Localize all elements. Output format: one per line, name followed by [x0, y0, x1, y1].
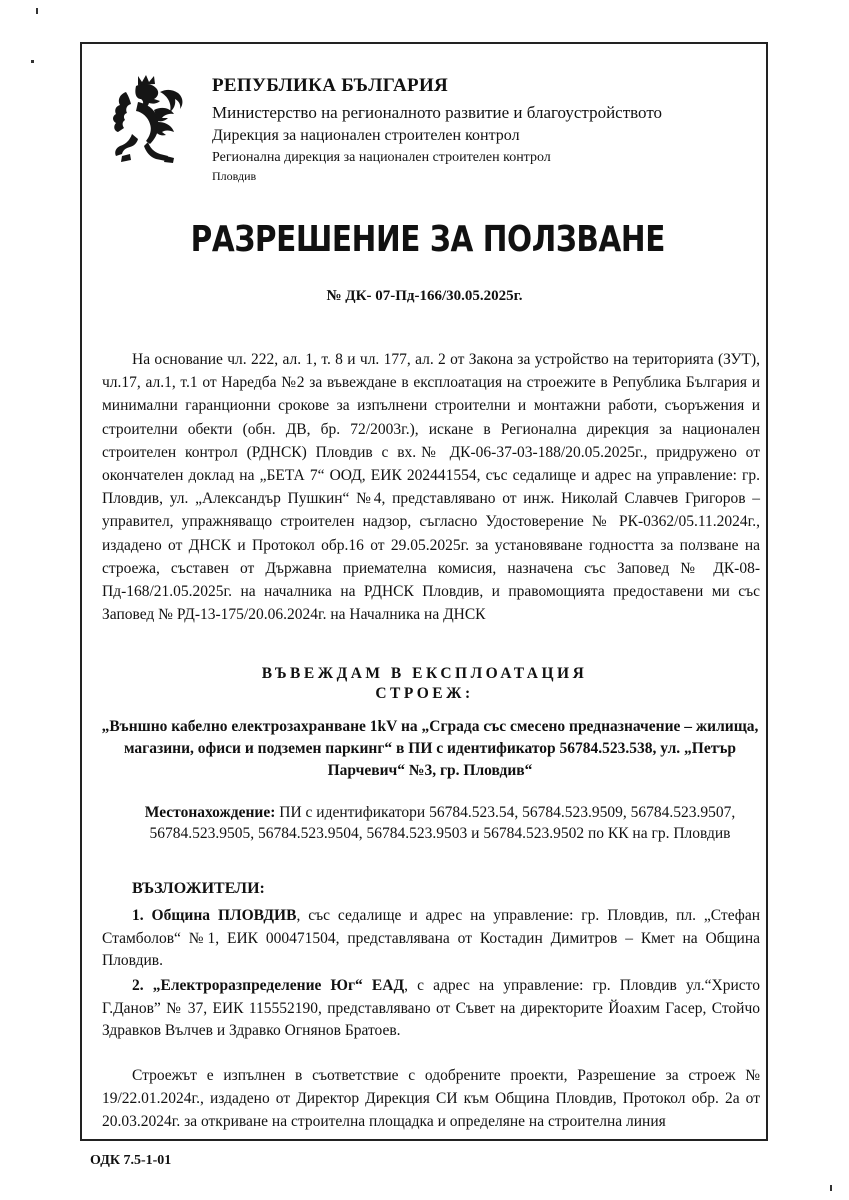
lion-emblem-icon — [108, 72, 188, 164]
assignor-details: , с адрес на управление: гр. Пловдив ул.“Христо Г.Данов” № 37, ЕИК 115552190, представлявано от Съвет на директорите Йоахим Гасер, Стойчо Здравков Вълчев и Здравко Огнянов Братоев. — [102, 977, 760, 1039]
ministry-name: Министерство на регионалното развитие и благоустройството — [212, 103, 663, 122]
assignor-name: 2. „Електроразпределение Юг“ ЕАД — [132, 977, 405, 994]
scan-mark — [830, 1185, 832, 1191]
assignors-heading: ВЪЗЛОЖИТЕЛИ: — [132, 880, 265, 897]
scan-mark — [36, 8, 38, 14]
form-code: ОДК 7.5-1-01 — [90, 1153, 172, 1168]
location-label: Местонахождение: — [144, 804, 276, 821]
intro-paragraph: На основание чл. 222, ал. 1, т. 8 и чл. 177, ал. 2 от Закона за устройство на територията (ЗУТ), чл.17, ал.1, т.1 от Наредба №2 за въвеждане в експлоатация на строежите в Република България и минимални гаранционни срокове за изпълнени строителни и монтажни работи, съоръжения и строителни обекти (обн. ДВ, бр. 72/2003г.), искане в Регионална дирекция за национален строителен контрол (РДНСК) Пловдив с вх.№ ДК-06-37-03-188/20.05.2025г., придружено от окончателен доклад на „БЕТА 7“ ООД, ЕИК 202441554, със седалище и адрес на управление: гр. Пловдив, ул. „Александър Пушкин“ №4, представлявано от инж. Николай Славчев Григоров – управител, упражняващо строителен надзор, съгласно Удостоверение № РК-0362/05.11.2024г., издадено от ДНСК и Протокол обр.16 от 29.05.2025г. за установяване годността за ползване на строежа, съставен от Държавна приемателна комисия, назначена със Заповед № ДК-08-Пд-168/21.05.2025г. на началника на РДНСК Пловдив, и правомощията предоставени ми със Заповед № РД-13-175/20.06.2024г. на Началника на ДНСК — [102, 351, 760, 624]
assignor-details: , със седалище и адрес на управление: гр. Пловдив, пл. „Стефан Стамболов“ №1, ЕИК 000471504, представлявана от Костадин Димитров – Кмет на Община Пловдив. — [102, 907, 760, 969]
location-paragraph — [100, 802, 780, 844]
construction-heading: СТРОЕЖ: — [375, 685, 474, 702]
scan-mark — [31, 60, 34, 63]
closing-paragraph: Строежът е изпълнен в съответствие с одобрените проекти, Разрешение за строеж № 19/22.01.2024г., издадено от Директор Дирекция СИ към Община Пловдив, Протокол обр. 2а от 20.03.2024г. за откриване на строителна площадка и определяне на строителна линия — [102, 1067, 760, 1130]
assignor-name: 1. Община ПЛОВДИВ — [132, 907, 297, 924]
directorate-name: Дирекция за национален строителен контрол — [212, 127, 520, 144]
city-name: Пловдив — [212, 169, 257, 183]
project-description: „Външно кабелно електрозахранване 1kV на „Сграда със смесено предназначение – жилища, магазини, офиси и подземен паркинг“ в ПИ с идентификатор 56784.523.538, ул. „Петър Парчевич“ №3, гр. Пловдив“ — [101, 718, 759, 779]
regional-directorate-name: Регионална дирекция за национален строителен контрол — [212, 150, 551, 165]
location-text: ПИ с идентификатори 56784.523.54, 56784.523.9509, 56784.523.9507, 56784.523.9505, 56784.523.9504, 56784.523.9503 и 56784.523.9502 по КК на гр. Пловдив — [149, 804, 736, 842]
assignor-item — [102, 975, 760, 1043]
assignor-item — [102, 905, 760, 973]
republic-heading: РЕПУБЛИКА БЪЛГАРИЯ — [212, 75, 449, 96]
commission-heading: ВЪВЕЖДАМ В ЕКСПЛОАТАЦИЯ — [261, 665, 588, 682]
document-title: РАЗРЕШЕНИЕ ЗА ПОЛЗВАНЕ — [190, 219, 665, 260]
permit-number: № ДК- 07-Пд-166/30.05.2025г. — [326, 288, 523, 304]
